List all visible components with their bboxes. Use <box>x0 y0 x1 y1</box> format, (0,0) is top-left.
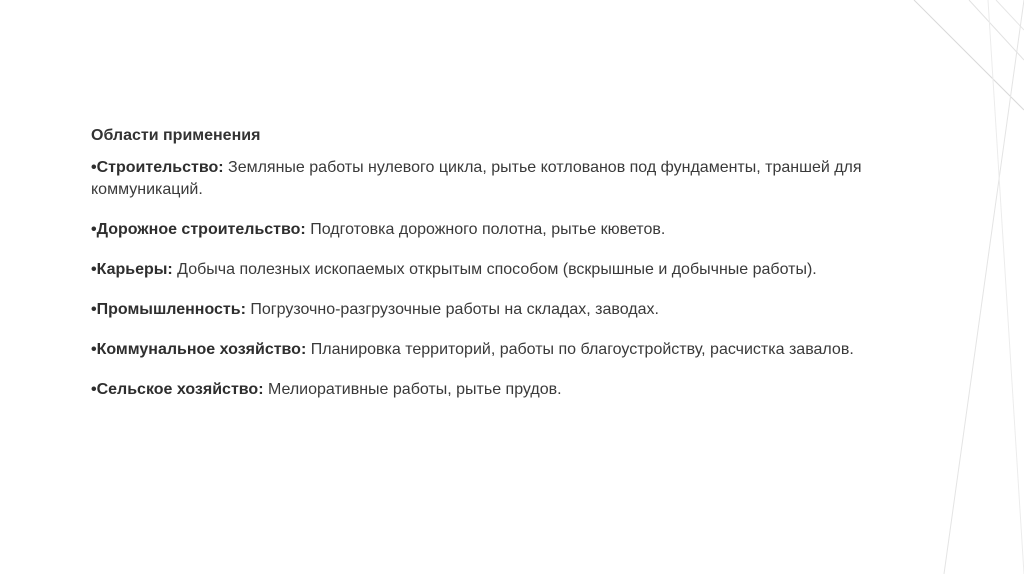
item-term: •Сельское хозяйство: <box>91 381 264 398</box>
slide-heading: Области применения <box>91 127 261 144</box>
decor-line <box>988 0 1024 574</box>
item-term: •Коммунальное хозяйство: <box>91 341 307 358</box>
item-text: Мелиоративные работы, рытье прудов. <box>263 381 562 398</box>
decor-line <box>996 0 1024 30</box>
decor-line <box>944 0 1024 574</box>
item-text: Подготовка дорожного полотна, рытье кюветов. <box>305 221 666 238</box>
item-text: Земляные работы нулевого цикла, рытье котлованов под фундаменты, траншей для коммуникаций. <box>91 159 862 198</box>
list-item <box>91 157 921 201</box>
item-term: •Строительство: <box>91 159 224 176</box>
list-item <box>91 219 921 241</box>
list-item <box>91 339 921 361</box>
item-text: Планировка территорий, работы по благоустройству, расчистка завалов. <box>306 341 854 358</box>
list-item <box>91 259 921 281</box>
decor-line <box>969 0 1024 60</box>
item-text: Погрузочно-разгрузочные работы на складах, заводах. <box>245 301 659 318</box>
decor-line <box>914 0 1024 110</box>
item-term: •Дорожное строительство: <box>91 221 306 238</box>
item-term: •Промышленность: <box>91 301 246 318</box>
list-item <box>91 299 921 321</box>
item-text: Добыча полезных ископаемых открытым способом (вскрышные и добычные работы). <box>172 261 817 278</box>
content-block <box>91 126 921 419</box>
list-item <box>91 379 921 401</box>
item-term: •Карьеры: <box>91 261 173 278</box>
